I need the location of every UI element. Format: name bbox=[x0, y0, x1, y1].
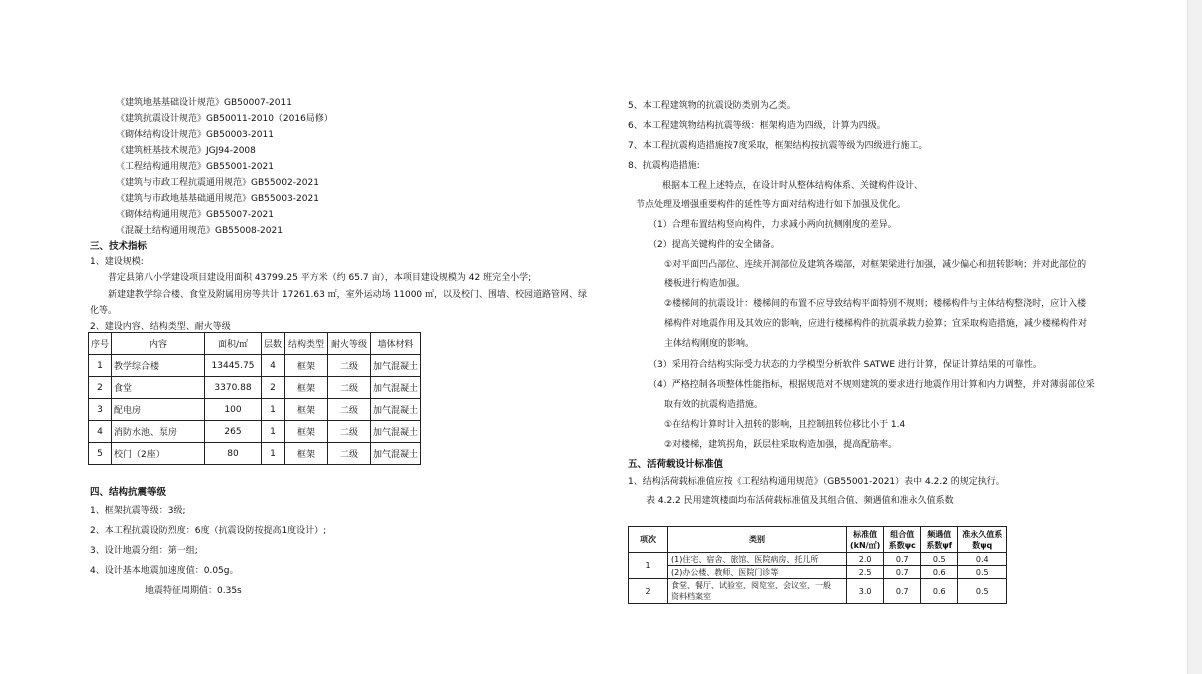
table-cell: 5 bbox=[89, 443, 112, 465]
table-cell: 1 bbox=[262, 421, 285, 443]
table-cell: (1)住宅、宿舍、旅馆、医院病房、托儿所 bbox=[668, 553, 847, 566]
table-cell: 1 bbox=[89, 355, 112, 377]
table-cell: 框架 bbox=[285, 399, 328, 421]
measure-2b-line3: 主体结构刚度的影响。 bbox=[664, 339, 755, 349]
table-cell: 0.6 bbox=[921, 566, 958, 579]
table-cell: (2)办公楼、教师、医院门诊等 bbox=[668, 566, 847, 579]
load-header-frequent-label: 频遇值 bbox=[927, 529, 952, 539]
table-header: 序号 bbox=[89, 333, 112, 355]
section4-item1: 1、框架抗震等级：3级; bbox=[90, 506, 186, 516]
table-cell: 框架 bbox=[285, 443, 328, 465]
load-row2-category-line2: 资料档案室 bbox=[671, 592, 711, 601]
measure-3: （3）采用符合结构实际受力状态的力学模型分析软件 SATWE 进行计算，保证计算结果的可靠性。 bbox=[648, 360, 1042, 370]
table-cell: 13445.75 bbox=[205, 355, 262, 377]
right-item7: 7、本工程抗震构造措施按7度采取，框架结构按抗震等级为四级进行施工。 bbox=[628, 141, 928, 151]
table-header: 耐火等级 bbox=[328, 333, 371, 355]
section4-item2: 2、本工程抗震设防烈度：6度（抗震设防按提高1度设计）; bbox=[90, 526, 327, 536]
table-cell bbox=[668, 579, 847, 604]
table-cell: 消防水池、泵房 bbox=[112, 421, 205, 443]
right-item8: 8、抗震构造措施: bbox=[628, 161, 700, 171]
table-cell: 二级 bbox=[328, 399, 371, 421]
table-row bbox=[89, 355, 421, 377]
table-row bbox=[89, 443, 421, 465]
table-cell: 加气混凝土 bbox=[371, 377, 421, 399]
table-row bbox=[89, 399, 421, 421]
section5-title: 五、活荷载设计标准值 bbox=[628, 459, 724, 470]
measure-2b-line1: ②楼梯间的抗震设计：楼梯间的布置不应导致结构平面特别不规则；楼梯构件与主体结构整浇时，应计入楼 bbox=[664, 299, 1087, 309]
table-cell: 80 bbox=[205, 443, 262, 465]
measure-4-line2: 取有效的抗震构造措施。 bbox=[664, 400, 764, 410]
standard-3: 《砌体结构设计规范》GB50003-2011 bbox=[116, 130, 274, 140]
table-cell: 2 bbox=[629, 579, 668, 604]
load-table-header-row bbox=[629, 527, 1007, 553]
table-cell: 食堂 bbox=[112, 377, 205, 399]
table-cell: 加气混凝土 bbox=[371, 355, 421, 377]
table-cell: 0.7 bbox=[884, 566, 921, 579]
table-cell: 4 bbox=[262, 355, 285, 377]
table-header: 层数 bbox=[262, 333, 285, 355]
table-cell: 框架 bbox=[285, 421, 328, 443]
table-cell: 1 bbox=[262, 399, 285, 421]
table-cell: 0.5 bbox=[921, 553, 958, 566]
scrollbar-track[interactable] bbox=[1187, 0, 1202, 674]
table-row bbox=[89, 377, 421, 399]
load-header-item: 项次 bbox=[629, 527, 668, 553]
measure-1: （1）合理布置结构竖向构件，力求减小两向抗侧刚度的差异。 bbox=[648, 220, 897, 230]
table-cell: 2 bbox=[89, 377, 112, 399]
table-cell: 加气混凝土 bbox=[371, 443, 421, 465]
standard-4: 《建筑桩基技术规范》JGJ94-2008 bbox=[116, 146, 256, 156]
table-header-row bbox=[89, 333, 421, 355]
measure-2a-line2: 楼板进行构造加强。 bbox=[664, 279, 746, 289]
load-header-combination bbox=[884, 527, 921, 553]
load-header-combination-coef: 系数ψc bbox=[888, 540, 916, 550]
table-cell: 4 bbox=[89, 421, 112, 443]
table-cell: 0.7 bbox=[884, 579, 921, 604]
table-cell: 2 bbox=[262, 377, 285, 399]
table-row bbox=[629, 579, 1007, 604]
table-row bbox=[629, 566, 1007, 579]
section4-period: 地震特征周期值：0.35s bbox=[145, 586, 242, 596]
table-row bbox=[89, 421, 421, 443]
section5-item1: 1、结构活荷载标准值应按《工程结构通用规范》（GB55001-2021）表中 4.2.2 的规定执行。 bbox=[628, 477, 1005, 487]
section3-para1: 普定县第八小学建设项目建设用面积 43799.25 平方米（约 65.7 亩），本项目建设规模为 42 班完全小学; bbox=[108, 273, 532, 283]
load-header-combination-label: 组合值 bbox=[890, 529, 915, 539]
table-cell: 二级 bbox=[328, 421, 371, 443]
load-header-frequent-coef: 系数ψf bbox=[926, 540, 953, 550]
building-table bbox=[88, 332, 421, 465]
table-cell: 0.7 bbox=[884, 553, 921, 566]
table-cell: 加气混凝土 bbox=[371, 399, 421, 421]
measure-4a: ①在结构计算时计入扭转的影响，且控制扭转位移比小于 1.4 bbox=[664, 420, 906, 430]
section4-item4: 4、设计基本地震加速度值：0.05g。 bbox=[90, 566, 239, 576]
table-cell: 0.6 bbox=[921, 579, 958, 604]
section3-item2: 2、建设内容、结构类型、耐火等级 bbox=[90, 322, 231, 332]
table-cell: 配电房 bbox=[112, 399, 205, 421]
table-cell: 教学综合楼 bbox=[112, 355, 205, 377]
load-header-standard bbox=[847, 527, 884, 553]
load-header-standard-label: 标准值 bbox=[853, 529, 878, 539]
table-cell: 二级 bbox=[328, 443, 371, 465]
section3-item1: 1、建设规模: bbox=[90, 257, 144, 267]
standard-2: 《建筑抗震设计规范》GB50011-2010（2016局修） bbox=[116, 114, 333, 124]
table-cell: 二级 bbox=[328, 355, 371, 377]
load-header-quasi bbox=[958, 527, 1007, 553]
measure-4-line1: （4）严格控制各项整体性能指标，根据规范对不规则建筑的要求进行地震作用计算和内力调整，并对薄弱部位采 bbox=[648, 380, 1095, 390]
standard-9: 《混凝土结构通用规范》GB55008-2021 bbox=[116, 226, 283, 236]
right-para-a: 根据本工程上述特点，在设计时从整体结构体系、关键构件设计、 bbox=[662, 181, 924, 191]
standard-6: 《建筑与市政工程抗震通用规范》GB55002-2021 bbox=[116, 178, 319, 188]
table-cell: 0.5 bbox=[958, 579, 1007, 604]
table-header: 结构类型 bbox=[285, 333, 328, 355]
table-caption: 表 4.2.2 民用建筑楼面均布活荷载标准值及其组合值、频遇值和准永久值系数 bbox=[646, 496, 954, 506]
standard-7: 《建筑与市政地基基础通用规范》GB55003-2021 bbox=[116, 194, 319, 204]
table-cell: 3370.88 bbox=[205, 377, 262, 399]
measure-2b-line2: 梯构件对地震作用及其效应的影响，应进行楼梯构件的抗震承载力验算；宜采取构造措施，减少楼梯构件对 bbox=[664, 319, 1088, 329]
table-cell: 二级 bbox=[328, 377, 371, 399]
table-header: 内容 bbox=[112, 333, 205, 355]
section3-para2a: 新建建教学综合楼、食堂及附属用房等共计 17261.63 ㎡，室外运动场 11000 ㎡，以及校门、围墙、校园道路管网、绿 bbox=[108, 290, 588, 300]
right-item5: 5、本工程建筑物的抗震设防类别为乙类。 bbox=[628, 101, 796, 111]
table-cell: 校门（2座） bbox=[112, 443, 205, 465]
table-cell: 0.4 bbox=[958, 553, 1007, 566]
table-cell: 2.5 bbox=[847, 566, 884, 579]
table-cell: 3 bbox=[89, 399, 112, 421]
load-table bbox=[628, 526, 1007, 604]
standard-8: 《砌体结构通用规范》GB55007-2021 bbox=[116, 210, 274, 220]
table-cell: 1 bbox=[262, 443, 285, 465]
standard-1: 《建筑地基基础设计规范》GB50007-2011 bbox=[116, 98, 292, 108]
table-cell: 框架 bbox=[285, 377, 328, 399]
table-cell: 加气混凝土 bbox=[371, 421, 421, 443]
load-row2-category-line1: 食堂、餐厅、试验室、阅览室、会议室、一般 bbox=[671, 581, 831, 590]
load-header-quasi-label: 准永久值系 bbox=[962, 529, 1003, 539]
section4-item3: 3、设计地震分组：第一组; bbox=[90, 546, 198, 556]
section3-para2b: 化等。 bbox=[90, 306, 118, 316]
table-cell: 100 bbox=[205, 399, 262, 421]
right-para-b: 节点处理及增强重要构件的延性等方面对结构进行如下加强及优化。 bbox=[636, 200, 907, 210]
right-item6: 6、本工程建筑物结构抗震等级：框架构造为四级，计算为四级。 bbox=[628, 121, 886, 131]
table-cell: 265 bbox=[205, 421, 262, 443]
load-header-standard-unit: (kN/㎡) bbox=[850, 540, 881, 550]
table-cell: 框架 bbox=[285, 355, 328, 377]
measure-2a-line1: ①对平面凹凸部位、连续开洞部位及建筑各端部，对框架梁进行加强，减少偏心和扭转影响；并对此部位的 bbox=[664, 260, 1087, 270]
load-header-frequent bbox=[921, 527, 958, 553]
table-cell: 1 bbox=[629, 553, 668, 579]
section4-title: 四、结构抗震等级 bbox=[90, 487, 167, 498]
standard-5: 《工程结构通用规范》GB55001-2021 bbox=[116, 162, 274, 172]
table-row bbox=[629, 553, 1007, 566]
load-header-category: 类别 bbox=[668, 527, 847, 553]
section3-title: 三、技术指标 bbox=[90, 241, 148, 252]
table-cell: 3.0 bbox=[847, 579, 884, 604]
measure-4b: ②对楼梯，建筑拐角，跃层柱采取构造加强，提高配筋率。 bbox=[664, 440, 898, 450]
table-cell: 0.5 bbox=[958, 566, 1007, 579]
table-cell: 2.0 bbox=[847, 553, 884, 566]
table-header: 墙体材料 bbox=[371, 333, 421, 355]
load-header-quasi-coef: 数ψq bbox=[972, 540, 993, 550]
table-header: 面积/㎡ bbox=[205, 333, 262, 355]
measure-2: （2）提高关键构件的安全储备。 bbox=[648, 240, 780, 250]
